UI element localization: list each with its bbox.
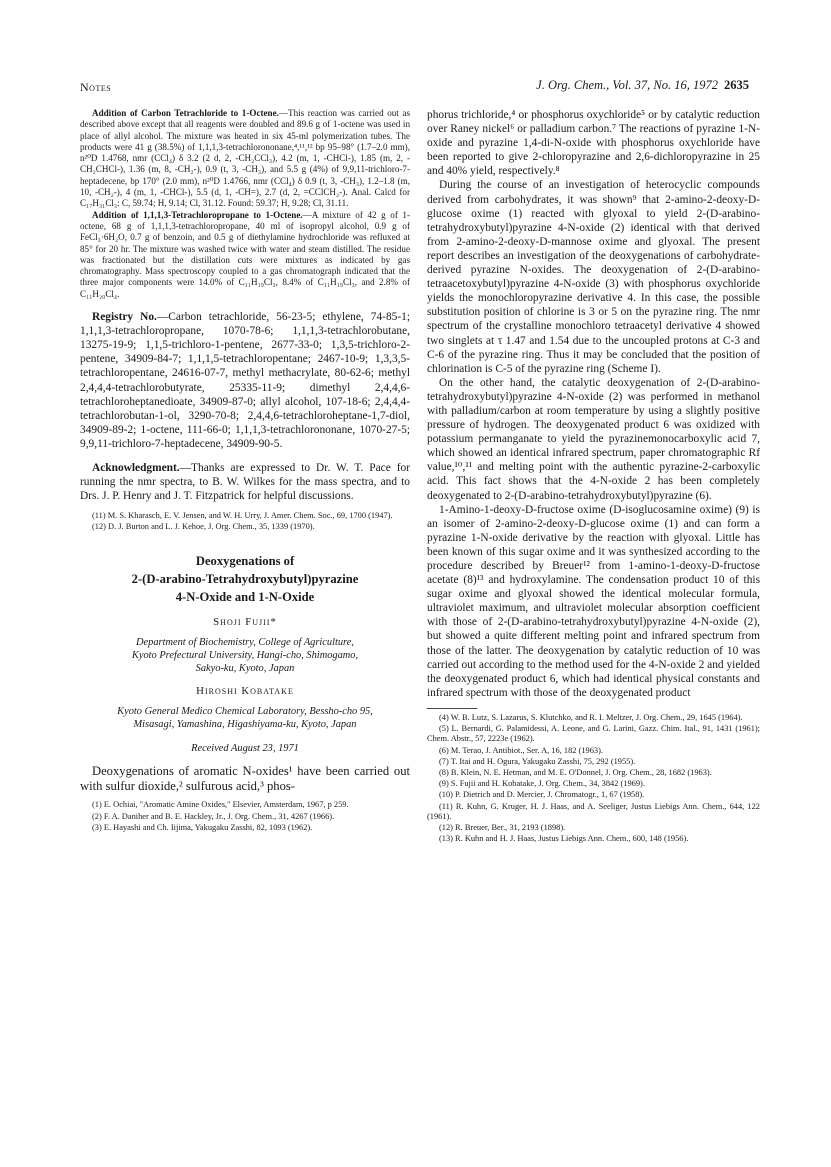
acknowledgment-heading: Acknowledgment. bbox=[92, 461, 180, 474]
registry-text: —Carbon tetrachloride, 56-23-5; ethylene, 74-85-1; 1,1,1,3-tetrachloropropane, 1070-78-6; 1,1,1,3-tetrachlorobutane, 13275-19-9; 1,1,5-trichloro-1-pentene, 2677-33-0; 1,3,5-trichloro-2-pentene, 34909-84-7; 1,1,1,5-tetrachloropentane; 2467-10-9; 1,3,3,5-tetrachloropentane, 24616-07-7, methyl methacrylate, 80-62-6; methyl 2,4,4,4-tetrachlorobutyrate, 25335-11-9; dimethyl 2,4,4,6-tetrachloroheptanedioate, 34909-87-0; allyl alcohol, 107-18-6; 2,4,4,4-tetrachlorobutan-1-ol, 3290-70-8; 2,4,4,6-tetrachloroheptane-1,7-diol, 34909-89-2; 1-octene, 111-66-0; 1,1,1,3-tetrachlorononane, 1070-27-5; 9,9,11-trichloro-7-heptadecene, 34909-90-5. bbox=[80, 311, 410, 450]
footnote: (12) R. Breuer, Ber., 31, 2193 (1898). bbox=[439, 822, 566, 832]
intro-paragraph: Deoxygenations of aromatic N-oxides¹ have been carried out with sulfur dioxide,² sulfurous acid,³ phos- bbox=[80, 763, 410, 794]
footnote: (8) B. Klein, N. E. Hetman, and M. E. O'Donnel, J. Org. Chem., 28, 1682 (1963). bbox=[439, 767, 712, 777]
footnote: (2) F. A. Daniher and B. E. Hackley, Jr., J. Org. Chem., 31, 4267 (1966). bbox=[92, 811, 335, 821]
footnotes-bottom bbox=[80, 800, 410, 833]
author-affiliation bbox=[80, 705, 410, 731]
footnote: (7) T. Itai and H. Ogura, Yakugaku Zasshi, 75, 292 (1955). bbox=[439, 756, 636, 766]
author-affiliation bbox=[80, 636, 410, 675]
section-header: Notes bbox=[80, 80, 112, 94]
author-name: Shoji Fujii* bbox=[213, 615, 277, 628]
running-header bbox=[536, 78, 749, 93]
registry-paragraph bbox=[80, 310, 410, 451]
author-name: Hiroshi Kobatake bbox=[196, 684, 294, 697]
footnote: (4) W. B. Lutz, S. Lazarus, S. Klutchko, and R. I. Meltzer, J. Org. Chem., 29, 1645 (1964). bbox=[439, 712, 743, 722]
footnote: (3) E. Hayashi and Ch. Iijima, Yakugaku Zasshi, 82, 1093 (1962). bbox=[92, 822, 313, 832]
left-column bbox=[80, 108, 410, 834]
journal-citation: J. Org. Chem., Vol. 37, No. 16, 1972 bbox=[536, 78, 718, 92]
experimental-heading: Addition of 1,1,1,3-Tetrachloropropane to 1-Octene. bbox=[92, 209, 303, 220]
affiliation-line: Sakyo-ku, Kyoto, Japan bbox=[195, 662, 295, 674]
article-title bbox=[80, 552, 410, 606]
footnote: (10) P. Dietrich and D. Mercier, J. Chromatogr., 1, 67 (1958). bbox=[439, 790, 645, 800]
body-paragraph: phorus trichloride,⁴ or phosphorus oxychloride⁵ or by catalytic reduction over Raney nickel⁶ or palladium carbon.⁷ The reactions of pyrazine 1-N-oxide and pyrazine 1,4-di-N-oxide with phosphorus oxychloride have been reported to give 2-chloropyrazine and 2,6-dichloropyrazine in 25 and 40% yield, respectively.⁸ bbox=[427, 109, 760, 178]
page-number: 2635 bbox=[724, 78, 749, 92]
affiliation-line: Kyoto Prefectural University, Hangi-cho, Shimogamo, bbox=[131, 649, 359, 661]
registry-heading: Registry No. bbox=[92, 311, 157, 324]
footnotes-top bbox=[80, 511, 410, 532]
received-date: Received August 23, 1971 bbox=[191, 742, 299, 754]
body-paragraph: On the other hand, the catalytic deoxygenation of 2-(D-arabino-tetrahydroxybutyl)pyrazine 4-N-oxide (2) was performed in methanol with palladium/carbon at room temperature by using a slightly positive pressure of hydrogen. The deoxygenated product 6 was oxidized with potassium permanganate to yield the pyrazinemonocarboxylic acid 7, which showed an identical infrared spectrum, paper chromatographic Rf value,¹⁰,¹¹ and melting point with the authentic pyrazine-2-carboxylic acid. This fact shows that the 4-N-oxide 2 has been completely deoxygenated to 2-(D-arabino-tetrahydroxybutyl)pyrazine (6). bbox=[427, 376, 760, 502]
footnote: (11) R. Kuhn, G. Kruger, H. J. Haas, and A. Seeliger, Justus Liebigs Ann. Chem., 644, 122 (1961). bbox=[427, 801, 760, 821]
experimental-paragraph bbox=[80, 210, 410, 300]
acknowledgment-paragraph bbox=[80, 461, 410, 503]
footnote: (6) M. Terao, J. Antibiot., Ser. A, 16, 182 (1963). bbox=[439, 745, 603, 755]
acknowledgment-text: —Thanks are expressed to Dr. W. T. Pace for running the nmr spectra, to B. W. Wilkes for the mass spectra, and to Drs. J. P. Henry and J. T. Fitzpatrick for helpful discussions. bbox=[80, 461, 410, 503]
footnote: (12) D. J. Burton and L. J. Kehoe, J. Org. Chem., 35, 1339 (1970). bbox=[92, 522, 315, 532]
article-title-line: Deoxygenations of bbox=[195, 553, 295, 568]
experimental-heading: Addition of Carbon Tetrachloride to 1-Octene. bbox=[92, 108, 279, 118]
article-title-line: 2-(D-arabino-Tetrahydroxybutyl)pyrazine bbox=[131, 571, 359, 586]
footnote: (13) R. Kuhn and H. J. Haas, Justus Liebigs Ann. Chem., 600, 148 (1956). bbox=[439, 834, 689, 844]
footnote: (5) L. Bernardi, G. Palamidessi, A. Leone, and G. Larini, Gazz. Chim. Ital., 91, 1431 (1961); Chem. Abstr., 57, 2223e (1962). bbox=[427, 724, 760, 744]
footnote-divider bbox=[427, 708, 477, 709]
experimental-text: —This reaction was carried out as described above except that all reagents were doubled and 89.6 g of 1-octene was used in place of allyl alcohol. The mixture was heated in six 45-ml polymerization tubes. The products were 41 g (38.5%) of 1,1,1,3-tetrachlorononane,⁴,¹¹,¹² bp 95–98° (1.7–2.0 mm), n²⁰D 1.4768, nmr (CCl₄) δ 3.2 (2 d, 2, -CH₂CCl₃), 4.2 (m, 1, -CHCl-), 1.85 (m, 2, -CH₂CHCl-), 1.36 (m, 8, -CH₂-), 0.9 (t, 3, -CH₃), and 5.5 g (4%) of 9,9,11-trichloro-7-heptadecene, bp 170° (2.0 mm), n²⁰D 1.4766, nmr (CCl₄) δ 0.9 (t, 3, -CH₃), 1.2–1.8 (m, 10, -CH₂-), 4 (m, 1, -CHCl-), 5.5 (d, 1, -CH=), 2.7 (d, 2, =CClCH₂-). Anal. Calcd for C₁₇H₃₁Cl₃: C, 59.74; H, 9.14; Cl, 31.12. Found: 59.37; H, 9.28; Cl, 31.11. bbox=[80, 108, 410, 209]
article-title-line: 4-N-Oxide and 1-N-Oxide bbox=[175, 589, 315, 604]
footnote: (9) S. Fujii and H. Kobatake, J. Org. Chem., 34, 3842 (1969). bbox=[439, 779, 645, 789]
affiliation-line: Department of Biochemistry, College of Agriculture, bbox=[136, 636, 354, 648]
footnote: (1) E. Ochiai, "Aromatic Amine Oxides," Elsevier, Amsterdam, 1967, p 259. bbox=[92, 800, 349, 810]
body-paragraph: 1-Amino-1-deoxy-D-fructose oxime (D-isoglucosamine oxime) (9) is an isomer of 2-amino-2-deoxy-D-glucose oxime (1) and can form a pyrazine 1-N-oxide derivative by the reaction with glyoxal. Little has been known of this sugar oxime and it was synthesized according to the procedure described by Breuer¹² from 1-amino-1-deoxy-D-fructose acetate (8)¹³ and hydroxylamine. The condensation product 10 of this sugar oxime and glyoxal showed the identical molecular formula, ultraviolet maximum, and ultraviolet molecular absorption coefficient with those of 2-(D-arabino-tetrahydroxybutyl)pyrazine 4-N-oxide (2), but showed a quite different melting point and infrared spectrum from those of the latter. The deoxygenation by catalytic reduction of 10 was carried out according to the method used for the 4-N-oxide 2 and yielded the deoxygenated product 6, which had identical physical constants and infrared spectrum with those of the deoxygenated product bbox=[427, 503, 760, 699]
affiliation-line: Misasagi, Yamashina, Higashiyama-ku, Kyoto, Japan bbox=[133, 718, 357, 730]
body-paragraph: During the course of an investigation of heterocyclic compounds derived from carbohydrates, it was shown⁹ that 2-amino-2-deoxy-D-glucose oxime (1) reacted with glyoxal to yield 2-(D-arabino-tetrahydroxybutyl)pyrazine 4-N-oxide (2) identical with that derived from 2-amino-2-deoxy-D-mannose oxime and glyoxal. The present report describes an investigation of the deoxygenations of carbohydrate-derived pyrazine N-oxides. The deoxygenation of 2-(D-arabino-tetraacetoxybutyl)pyrazine 4-N-oxide (3) with phosphorus oxychloride yields the monochloropyrazine derivative 4. In this case, the possible substitution position of chlorine is 3 or 5 on the pyrazine ring. The nmr spectrum of the crystalline monochloro tetraacetyl derivative 4 showed two singlets at τ 1.47 and 1.54 due to the uncoupled protons at C-3 and C-6 of the pyrazine ring. Thus it may be concluded that the position of chlorination is C-5 of the pyrazine ring (Scheme I). bbox=[427, 179, 760, 375]
footnote: (11) M. S. Kharasch, E. V. Jensen, and W. H. Urry, J. Amer. Chem. Soc., 69, 1700 (1947). bbox=[92, 511, 393, 521]
affiliation-line: Kyoto General Medico Chemical Laboratory, Bessho-cho 95, bbox=[117, 705, 373, 717]
experimental-paragraph bbox=[80, 108, 410, 210]
right-column bbox=[427, 108, 760, 845]
experimental-text: —A mixture of 42 g of 1-octene, 68 g of 1,1,1,3-tetrachloropropane, 40 ml of isopropyl alcohol, 0.9 g of FeCl₃·6H₂O, 0.7 g of benzoin, and 0.5 g of diethylamine hydrochloride was refluxed at 85° for 20 hr. The mixture was washed twice with water and steam distilled. The residue was fractionated but the distillation cuts were mixtures as indicated by gas chromatography. Mass spectroscopy coupled to a gas chromatograph indicated that the three major components were 14.0% of C₁₁H₁₉Cl₃, 8.4% of C₁₁H₁₉Cl₃, and 2.8% of C₁₁H₂₀Cl₄. bbox=[80, 209, 411, 299]
footnotes-right bbox=[427, 713, 760, 844]
